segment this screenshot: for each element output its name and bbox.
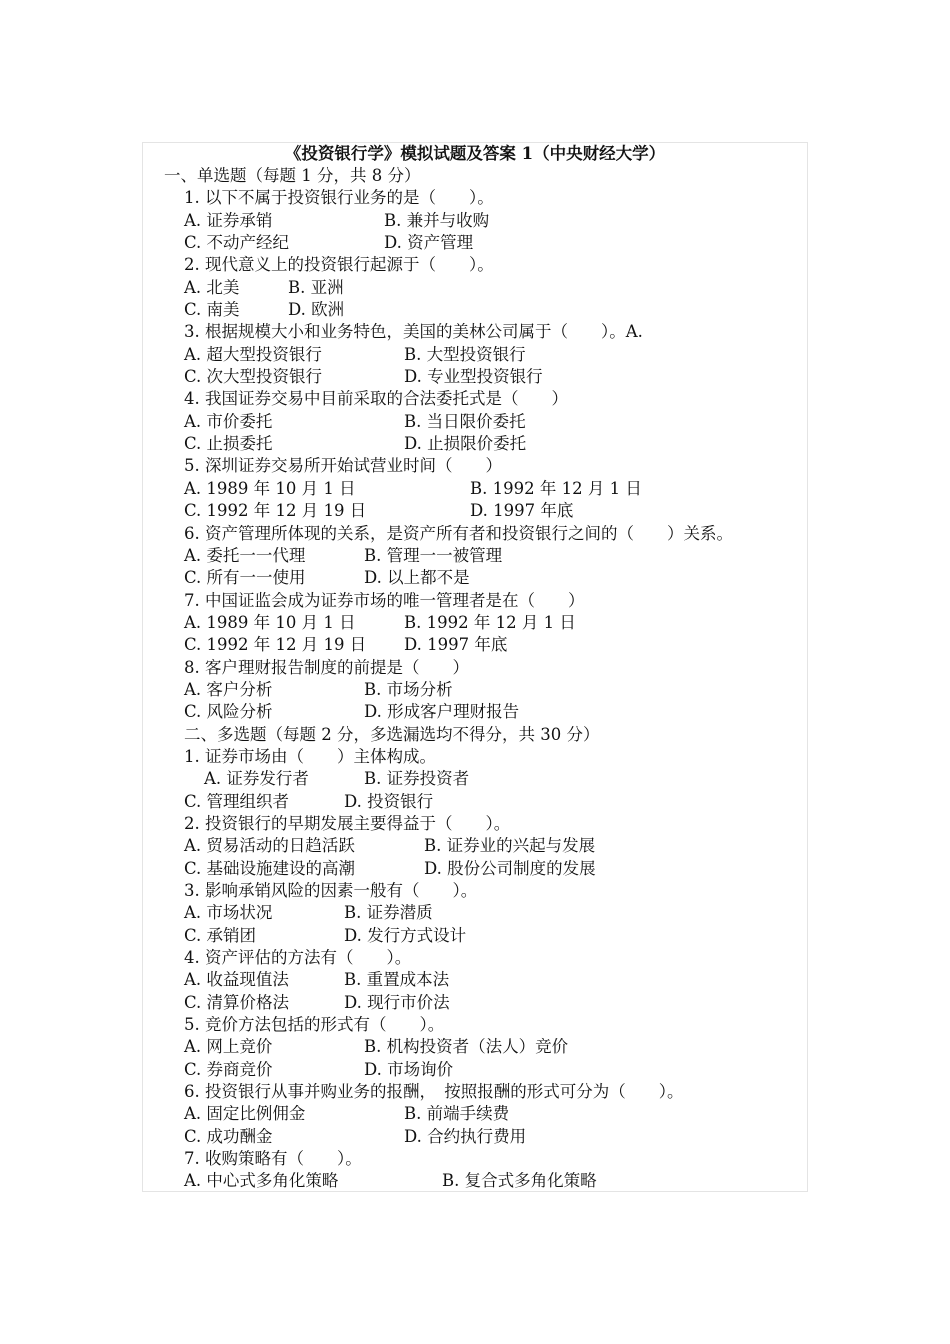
line-text: 一、单选题（每题 1 分，共 8 分） (164, 166, 421, 185)
text-line (0, 1059, 950, 1081)
line-text: 8. 客户理财报告制度的前提是（ ） (184, 657, 469, 677)
text-line (0, 1148, 950, 1170)
option-text: D. 专业型投资银行 (404, 367, 543, 387)
option-text: D. 合约执行费用 (404, 1126, 527, 1146)
line-text: 6. 投资银行从事并购业务的报酬， 按照报酬的形式可分为（ ）。 (184, 1082, 684, 1102)
option-text: B. 管理一一被管理 (364, 545, 503, 565)
line-text: C. 1992 年 12 月 19 日 (184, 501, 367, 521)
option-text: D. 市场询价 (364, 1059, 454, 1079)
text-line (0, 478, 950, 500)
option-text: D. 1997 年底 (470, 501, 574, 521)
line-text: C. 风险分析 (184, 702, 273, 722)
option-text: D. 1997 年底 (404, 635, 508, 655)
line-text: C. 次大型投资银行 (184, 367, 323, 387)
line-text: 6. 资产管理所体现的关系，是资产所有者和投资银行之间的（ ）关系。 (184, 523, 733, 543)
text-line (0, 344, 950, 366)
text-line (0, 165, 950, 187)
line-text: A. 固定比例佣金 (184, 1104, 306, 1124)
text-line (0, 590, 950, 612)
line-text: 2. 现代意义上的投资银行起源于（ ）。 (184, 255, 494, 275)
text-line (0, 1081, 950, 1103)
option-text: B. 当日限价委托 (404, 411, 526, 431)
text-line (0, 634, 950, 656)
option-text: B. 机构投资者（法人）竞价 (364, 1037, 569, 1057)
option-text: B. 大型投资银行 (404, 344, 526, 364)
text-line (0, 746, 950, 768)
text-line (0, 232, 950, 254)
text-line (0, 701, 950, 723)
line-text: A. 证券承销 (184, 210, 273, 230)
option-text: D. 发行方式设计 (344, 925, 467, 945)
line-text: 4. 资产评估的方法有（ ）。 (184, 948, 412, 968)
line-text: 5. 深圳证券交易所开始试营业时间（ ） (184, 456, 502, 476)
text-line (0, 567, 950, 589)
document-title: 《投资银行学》模拟试题及答案 1（中央财经大学） (284, 144, 666, 163)
line-text: A. 证券发行者 (204, 769, 309, 789)
text-line (0, 1126, 950, 1148)
line-text: 3. 根据规模大小和业务特色，美国的美林公司属于（ ）。A. (184, 322, 643, 342)
document-body (0, 165, 950, 1193)
option-text: B. 证券潜质 (344, 903, 433, 923)
text-line (0, 321, 950, 343)
option-text: D. 资产管理 (384, 233, 474, 253)
line-text: A. 收益现值法 (184, 970, 289, 990)
line-text: 1. 证券市场由（ ）主体构成。 (184, 746, 436, 766)
text-line (0, 835, 950, 857)
option-text: B. 前端手续费 (404, 1104, 510, 1124)
line-text: A. 北美 (184, 277, 240, 297)
text-line (0, 277, 950, 299)
text-line (0, 657, 950, 679)
line-text: C. 基础设施建设的高潮 (184, 858, 356, 878)
text-line (0, 969, 950, 991)
text-line (0, 388, 950, 410)
option-text: B. 证券投资者 (364, 769, 470, 789)
line-text: C. 成功酬金 (184, 1126, 273, 1146)
text-line (0, 433, 950, 455)
text-line (0, 858, 950, 880)
text-line (0, 724, 950, 746)
line-text: A. 1989 年 10 月 1 日 (184, 478, 356, 498)
text-line (0, 545, 950, 567)
line-text: A. 委托一一代理 (184, 545, 306, 565)
line-text: C. 券商竞价 (184, 1059, 273, 1079)
line-text: C. 管理组织者 (184, 791, 290, 811)
line-text: A. 市场状况 (184, 903, 273, 923)
text-line (0, 813, 950, 835)
text-line (0, 992, 950, 1014)
text-line (0, 366, 950, 388)
line-text: C. 所有一一使用 (184, 568, 306, 588)
line-text: A. 1989 年 10 月 1 日 (184, 612, 356, 632)
option-text: B. 1992 年 12 月 1 日 (404, 612, 576, 632)
option-text: D. 欧洲 (288, 300, 345, 320)
text-line (0, 299, 950, 321)
text-line (0, 679, 950, 701)
text-line (0, 455, 950, 477)
text-line (0, 187, 950, 209)
text-line (0, 1036, 950, 1058)
option-text: B. 证券业的兴起与发展 (424, 836, 596, 856)
option-text: D. 投资银行 (344, 791, 434, 811)
text-line (0, 523, 950, 545)
line-text: 二、多选题（每题 2 分，多选漏选均不得分，共 30 分） (184, 724, 600, 744)
line-text: C. 南美 (184, 300, 240, 320)
text-line (0, 1170, 950, 1192)
option-text: D. 以上都不是 (364, 568, 470, 588)
line-text: 3. 影响承销风险的因素一般有（ ）。 (184, 881, 478, 900)
text-line (0, 500, 950, 522)
option-text: B. 复合式多角化策略 (442, 1171, 597, 1191)
option-text: B. 市场分析 (364, 679, 453, 699)
line-text: A. 客户分析 (184, 679, 273, 699)
line-text: 4. 我国证券交易中目前采取的合法委托式是（ ） (184, 389, 568, 409)
line-text: A. 贸易活动的日趋活跃 (184, 836, 355, 856)
option-text: B. 兼并与收购 (384, 210, 490, 230)
text-line (0, 902, 950, 924)
option-text: D. 形成客户理财报告 (364, 702, 520, 722)
option-text: D. 股份公司制度的发展 (424, 858, 596, 878)
line-text: A. 中心式多角化策略 (184, 1171, 339, 1191)
line-text: 7. 收购策略有（ ）。 (184, 1149, 362, 1169)
line-text: C. 承销团 (184, 925, 257, 945)
text-line (0, 210, 950, 232)
line-text: C. 1992 年 12 月 19 日 (184, 635, 367, 655)
line-text: C. 不动产经纪 (184, 233, 290, 253)
line-text: A. 网上竞价 (184, 1037, 273, 1057)
text-line (0, 1103, 950, 1125)
line-text: A. 超大型投资银行 (184, 344, 322, 364)
line-text: 5. 竞价方法包括的形式有（ ）。 (184, 1015, 445, 1035)
option-text: B. 亚洲 (288, 277, 344, 297)
line-text: A. 市价委托 (184, 411, 273, 431)
text-line (0, 791, 950, 813)
text-line (0, 768, 950, 790)
text-line (0, 947, 950, 969)
text-line (0, 880, 950, 902)
text-line (0, 925, 950, 947)
line-text: 2. 投资银行的早期发展主要得益于（ ）。 (184, 813, 511, 833)
option-text: B. 重置成本法 (344, 970, 450, 990)
line-text: C. 止损委托 (184, 434, 273, 454)
option-text: D. 现行市价法 (344, 992, 450, 1012)
option-text: D. 止损限价委托 (404, 434, 527, 454)
option-text: B. 1992 年 12 月 1 日 (470, 478, 642, 498)
line-text: 7. 中国证监会成为证券市场的唯一管理者是在（ ） (184, 590, 585, 610)
text-line (0, 254, 950, 276)
text-line (0, 411, 950, 433)
text-line (0, 1014, 950, 1036)
line-text: 1. 以下不属于投资银行业务的是（ ）。 (184, 188, 494, 208)
line-text: C. 清算价格法 (184, 992, 290, 1012)
text-line (0, 612, 950, 634)
